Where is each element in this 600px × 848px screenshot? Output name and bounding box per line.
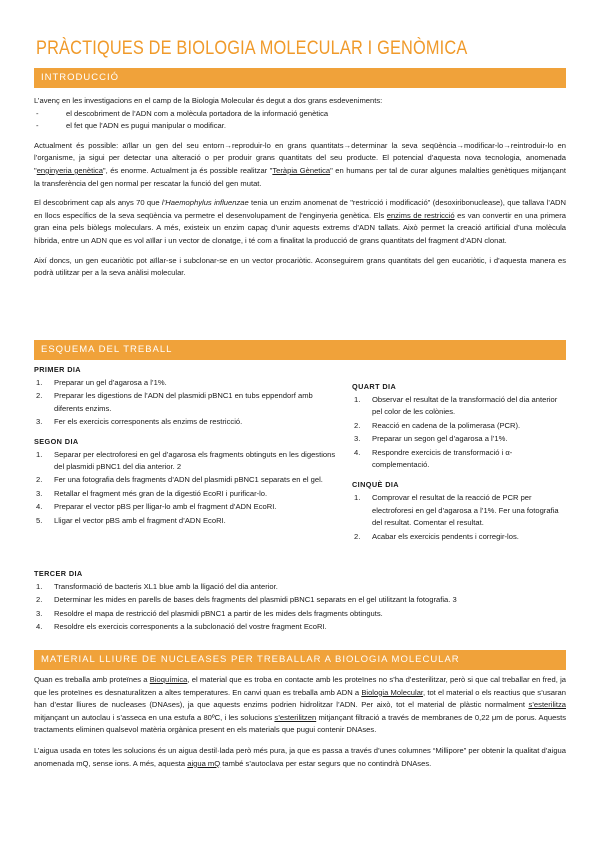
list-item: 4. Respondre exercicis de transformació i α-complementació.: [354, 447, 513, 470]
list-item: 1. Observar el resultat de la transformació del dia anterior pel color de les colònies.: [354, 395, 558, 417]
document-title: PRÀCTIQUES DE BIOLOGIA MOLECULAR I GENÒMICA: [36, 38, 468, 59]
link-esterilitza: s’esterilitza: [528, 700, 566, 710]
list-item: 1. Preparar un gel d’agarosa a l’1%.: [36, 378, 167, 387]
day2-list: [34, 449, 339, 527]
day4-list: [352, 394, 566, 471]
day-label-tercer: TERCER DIA: [34, 569, 83, 578]
list-item: 1. Comprovar el resultat de la reacció de PCR per electroforesi en gel d’agarosa a l’1%. Fer una fotografia del resultat. Comentar el resultat.: [354, 493, 559, 528]
list-item: 2. Determinar les mides en parells de bases dels fragments del plasmidi pBNC1 separats en el gel utilitzant la fotografia. 3: [36, 595, 457, 605]
material-paragraph-1: Quan es treballa amb proteïnes a Bioquímica, el material que es troba en contacte amb les proteïnes no s’ha d’esterilitzar, però si que cal treballar en fred, ja que les proteïnes es desnaturalitzen a altes temperatures. En canvi quan es treballa amb ADN a Biologia Molecular, tot el material o els reactius que s’usaran han d’estar lliures de nucleases (DNAses), ja que aquests enzims podrien hidrolitzar l’ADN. Per això, tot el material de plàstic normalment s’esterilitza mitjançant un autoclau i s’asseca en una estufa a 80ºC, i les solucions s’esterilitzen mitjançant filtració a través de membranes de 0,22 μm de porus. Aquests tractaments eliminen qualsevol matèria orgànica present en els materials que pugui contenir DNAses.: [34, 675, 566, 735]
list-item: 3. Resoldre el mapa de restricció del plasmidi pBNC1 a partir de les mides dels fragments obtinguts.: [36, 608, 383, 618]
scheme-right-column: [352, 382, 566, 544]
scheme-left-column: [34, 365, 339, 528]
list-item: 2. Preparar les digestions de l’ADN del plasmidi pBNC1 en tubs eppendorf amb diferents enzims.: [36, 391, 313, 413]
list-item: 3. Retallar el fragment més gran de la digestió EcoRI i purificar-lo.: [36, 488, 268, 498]
list-item: 2. Fer una fotografia dels fragments d’ADN del plasmidi pBNC1 separats en el gel.: [36, 475, 323, 485]
link-aigua-mq: aigua mQ: [187, 758, 221, 768]
day3-list: [34, 581, 566, 634]
species-name: l’Haemophylus influenzae: [161, 198, 249, 208]
link-bioquimica: Bioquímica: [149, 675, 188, 684]
link-biologia-molecular: Biologia Molecular: [361, 687, 424, 697]
intro-bullet: - el fet que l’ADN es pugui manipular o modificar.: [34, 120, 566, 133]
day5-list: [352, 492, 566, 543]
list-item: 1. Separar per electroforesi en gel d’agarosa els fragments obtinguts en les digestions del plasmidi pBNC1 del dia anterior. 2: [36, 449, 336, 472]
day-label-quart: QUART DIA: [352, 382, 397, 391]
intro-bullet: - el descobriment de l’ADN com a molècula portadora de la informació genètica: [34, 108, 566, 121]
day-label-cinque: CINQUÈ DIA: [352, 480, 399, 490]
day1-list: [34, 377, 339, 429]
list-item: 4. Preparar el vector pBS per lligar-lo amb el fragment d’ADN EcoRI.: [36, 502, 277, 512]
intro-paragraph-4: Així doncs, un gen eucariòtic pot aïllar-se i subclonar-se en un vector procariòtic. Aconseguirem grans quantitats del gen eucariòtic, i d’aquesta manera es podrà utilitzar per a la seva anàlisi molecular.: [34, 255, 566, 278]
material-section: [34, 674, 566, 770]
section-heading-introduccio: INTRODUCCIÓ: [34, 68, 566, 88]
link-terapia-genetica: Teràpia Gènetica: [272, 165, 331, 175]
list-item: 4. Resoldre els exercicis corresponents a la subclonació del vostre fragment EcoRI.: [36, 622, 327, 632]
link-esterilitzen: s’esterilitzen: [274, 712, 317, 722]
link-enginyeria-genetica: enginyeria genètica: [36, 165, 103, 175]
list-item: 2. Acabar els exercicis pendents i corregir-los.: [354, 531, 519, 541]
section-heading-esquema: ESQUEMA DEL TREBALL: [34, 340, 566, 360]
material-paragraph-2: L’aigua usada en totes les solucions és un aigua destil·lada però més pura, ja que es passa a través d’unes columnes “Millipore” per obtenir la qualitat d’aigua anomenada mQ, sense ions. A més, aquesta aigua mQ també s’autoclava per estar segurs que no contindrà DNAses.: [34, 745, 566, 768]
list-item: 5. Lligar el vector pBS amb el fragment d’ADN EcoRI.: [36, 515, 226, 525]
day-label-primer: PRIMER DIA: [34, 365, 81, 374]
intro-paragraph-3: El descobriment cap als anys 70 que l’Haemophylus influenzae tenia un enzim anomenat de "restricció i modificació" (desoxiribonuclease), que tallava l’ADN en llocs específics de la seva seqüència va permetre el desenvolupament de l’enginyeria genètica. Els enzims de restricció es van convertir en una primera gran eina pels biòlegs moleculars. A més, existeix un enzim capaç d’unir aquests extrems d’ADN tallats. Això permet la creació artificial d’una molècula híbrida, entre un ADN que es vol aïllar i un vector de clonatge, i té com a finalitat la producció de grans quantitats del fragment d’ADN clonat.: [34, 198, 566, 245]
section-heading-material: MATERIAL LLIURE DE NUCLEASES PER TREBALLAR A BIOLOGIA MOLECULAR: [34, 650, 566, 670]
day-label-segon: SEGON DIA: [34, 436, 79, 446]
link-enzims-restriccio: enzims de restricció: [386, 210, 455, 220]
intro-section: [34, 95, 566, 280]
list-item: 3. Preparar un segon gel d’agarosa a l’1%.: [354, 434, 508, 444]
intro-lead: L’avenç en les investigacions en el camp de la Biologia Molecular és degut a dos grans esdeveniments:: [34, 96, 383, 105]
scheme-day3: [34, 569, 566, 635]
list-item: 1. Transformació de bacteris XL1 blue amb la lligació del dia anterior.: [36, 582, 278, 591]
list-item: 3. Fer els exercicis corresponents als enzims de restricció.: [36, 417, 243, 427]
list-item: 2. Reacció en cadena de la polimerasa (PCR).: [354, 420, 521, 430]
intro-paragraph-2: Actualment és possible: aïllar un gen del seu entorn→reproduir-lo en grans quantitats→determinar la seva seqüència→modificar-lo→reintroduir-lo en l’organisme, ja sigui per detectar una alteració o per produir grans quantitats del seu producte. El potencial d’aquesta nova tecnologia, anomenada "enginyeria genètica", és enorme. Actualment ja és possible realitzar "Teràpia Gènetica" en humans per tal de curar algunes malalties genètiques mitjançant la transferència del gen normal per rescatar la funció del gen mutat.: [34, 140, 566, 188]
